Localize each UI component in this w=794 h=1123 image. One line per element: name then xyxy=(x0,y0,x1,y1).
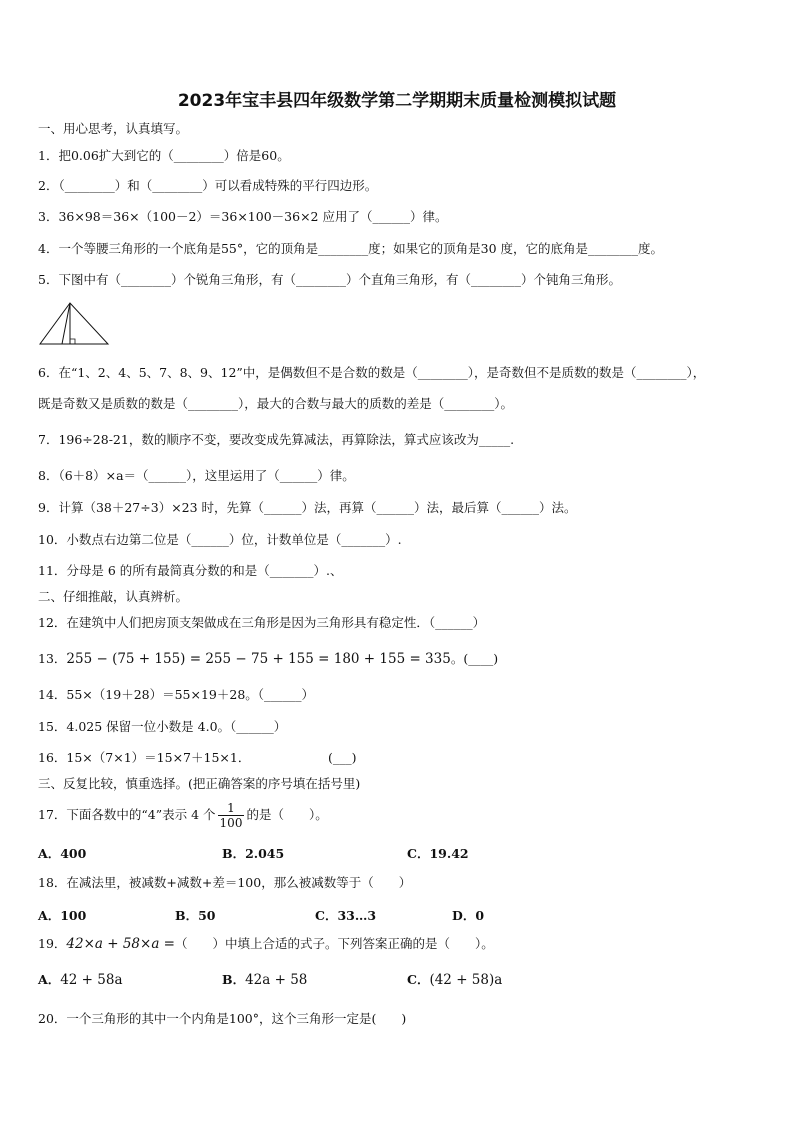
q17-option-c: C．19.42 xyxy=(407,846,469,861)
q18-option-b: B．50 xyxy=(175,908,216,923)
question-13-answer-blank: 。(____) xyxy=(450,651,499,666)
question-19-expression: 42×a + 58×a = xyxy=(66,936,175,952)
question-12: 12．在建筑中人们把房顶支架做成在三角形是因为三角形具有稳定性．（______） xyxy=(38,615,486,630)
right-angle-mark xyxy=(70,339,75,344)
question-5: 5．下图中有（________）个锐角三角形，有（________）个直角三角形，有（________）个钝角三角形。 xyxy=(38,272,621,287)
question-2: 2．（________）和（________）可以看成特殊的平行四边形。 xyxy=(38,178,378,193)
page-title: 2023年宝丰县四年级数学第二学期期末质量检测模拟试题 xyxy=(177,91,617,111)
question-19-number: 19． xyxy=(38,936,67,951)
q18-option-d: D．0 xyxy=(452,908,485,923)
triangle-figure xyxy=(38,300,110,348)
q19-option-c-label: C． xyxy=(407,972,430,987)
question-6-line-2: 既是奇数又是质数的数是（________），最大的合数与最大的质数的差是（________）。 xyxy=(38,396,514,411)
question-16: 16．15×（7×1）＝15×7＋15×1． xyxy=(38,750,251,765)
question-7: 7．196÷28-21，数的顺序不变，要改变成先算减法，再算除法，算式应该改为_____. xyxy=(38,432,515,447)
section-2-heading: 二、仔细推敲，认真辨析。 xyxy=(38,589,189,604)
q17-option-a: A．400 xyxy=(38,846,87,861)
q17-option-b: B．2.045 xyxy=(222,846,285,861)
q19-option-a-expression: 42 + 58a xyxy=(60,972,123,988)
question-17 xyxy=(38,797,328,833)
question-13-number: 13． xyxy=(38,651,67,666)
question-15: 15．4.025 保留一位小数是 4.0。（______） xyxy=(38,719,287,734)
q18-option-a: A．100 xyxy=(38,908,87,923)
q18-option-c: C．33…3 xyxy=(315,908,377,923)
question-18: 18．在减法里，被减数+减数+差＝100，那么被减数等于（ ） xyxy=(38,875,412,890)
question-1: 1．把0.06扩大到它的（________）倍是60。 xyxy=(38,148,290,163)
q19-option-c xyxy=(407,972,502,988)
question-9: 9．计算（38＋27÷3）×23 时，先算（______）法，再算（______）法，最后算（______）法。 xyxy=(38,500,577,515)
question-16-answer-blank: (___) xyxy=(328,750,357,765)
question-8: 8．（6＋8）×a＝（______），这里运用了（______）律。 xyxy=(38,468,355,483)
fraction-denominator: 100 xyxy=(219,816,243,830)
question-14: 14．55×（19＋28）＝55×19＋28。（______） xyxy=(38,687,315,702)
question-13 xyxy=(38,651,498,667)
q19-option-c-expression: (42 + 58)a xyxy=(429,972,503,988)
question-10: 10．小数点右边第二位是（______）位，计数单位是（_______）. xyxy=(38,532,402,547)
outer-triangle xyxy=(40,303,108,344)
question-3: 3．36×98＝36×（100－2）＝36×100－36×2 应用了（______）律。 xyxy=(38,209,448,224)
section-3-heading: 三、反复比较，慎重选择。(把正确答案的序号填在括号里) xyxy=(38,776,361,791)
fraction-numerator: 1 xyxy=(218,801,245,816)
q19-option-b xyxy=(222,972,307,988)
q19-option-a xyxy=(38,972,123,988)
q19-option-b-expression: 42a + 58 xyxy=(245,972,308,988)
fraction-1-over-100 xyxy=(218,801,245,830)
question-17-stem: 17．下面各数中的“4”表示 4 个 xyxy=(38,807,216,822)
q19-option-b-label: B． xyxy=(222,972,246,987)
question-6-line-1: 6．在“1、2、4、5、7、8、9、12”中，是偶数但不是合数的数是（________），是奇数但不是质数的数是（________）， xyxy=(38,365,706,380)
q19-option-a-label: A． xyxy=(38,972,61,987)
question-19-stem: （ ）中填上合适的式子。下列答案正确的是（ ）。 xyxy=(174,936,494,951)
question-13-expression: 255 − (75 + 155) = 255 − 75 + 155 = 180 + 155 = 335 xyxy=(66,651,451,667)
section-1-heading: 一、用心思考，认真填写。 xyxy=(38,121,189,136)
question-19 xyxy=(38,936,494,952)
question-11: 11．分母是 6 的所有最简真分数的和是（_______）.、 xyxy=(38,563,343,578)
question-17-tail: 的是（ ）。 xyxy=(246,807,328,822)
question-4: 4．一个等腰三角形的一个底角是55°，它的顶角是________度；如果它的顶角是30 度，它的底角是________度。 xyxy=(38,241,663,256)
question-20: 20．一个三角形的其中一个内角是100°，这个三角形一定是( ) xyxy=(38,1011,407,1026)
